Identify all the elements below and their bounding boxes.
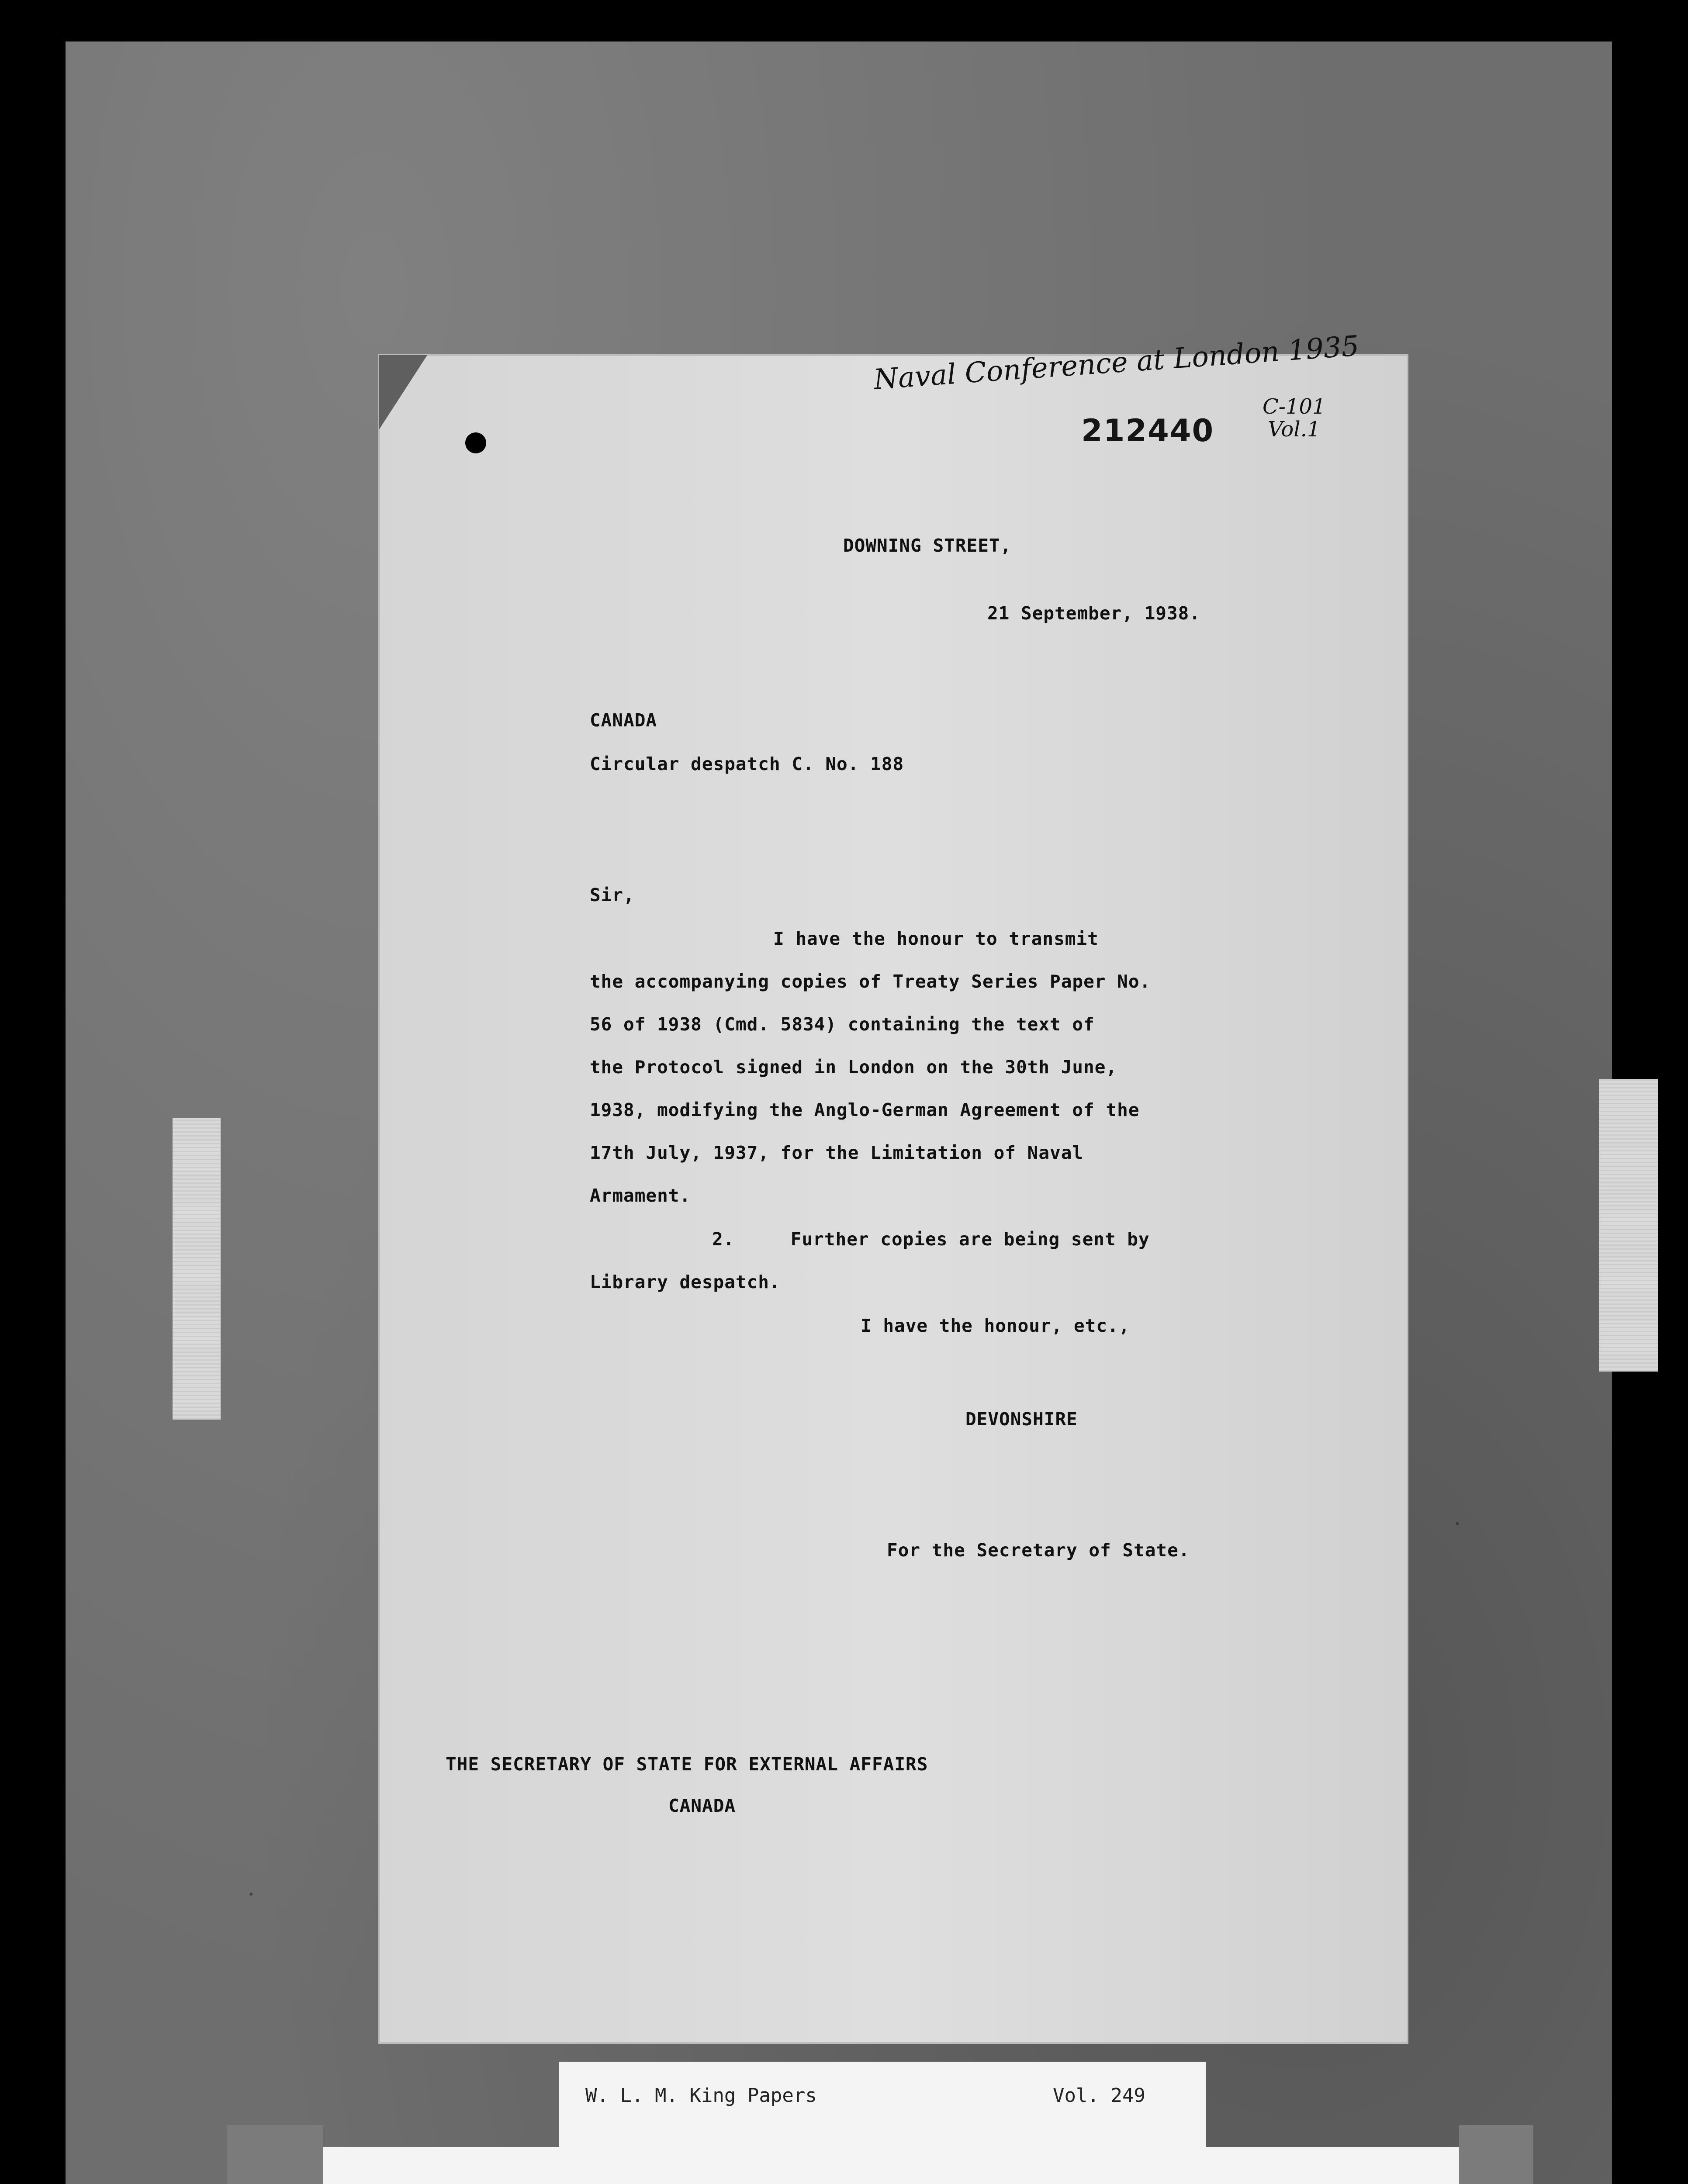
archive-reference-label xyxy=(559,2062,1206,2147)
signature: DEVONSHIRE xyxy=(965,1409,1078,1430)
stamp-number: 212440 xyxy=(1081,413,1214,449)
tape-strip-bottom-right xyxy=(1459,2125,1533,2184)
body-line: 1938, modifying the Anglo-German Agreement of the xyxy=(590,1099,1140,1120)
letter-address: DOWNING STREET, xyxy=(843,535,1012,556)
tape-strip-right xyxy=(1599,1079,1658,1372)
salutation: Sir, xyxy=(590,885,635,905)
body-line: 17th July, 1937, for the Limitation of Naval xyxy=(590,1142,1084,1163)
body-line: 56 of 1938 (Cmd. 5834) containing the text of xyxy=(590,1014,1095,1035)
addressee-line: THE SECRETARY OF STATE FOR EXTERNAL AFFAIRS xyxy=(446,1754,928,1775)
body-line: I have the honour to transmit xyxy=(773,928,1099,949)
archive-card xyxy=(323,2147,1459,2184)
volume-number: Vol. 249 xyxy=(1053,2084,1145,2107)
tape-strip-bottom-left xyxy=(227,2125,323,2184)
closing-line: I have the honour, etc., xyxy=(861,1315,1130,1336)
body-line: 2. Further copies are being sent by xyxy=(712,1229,1150,1250)
handwritten-note: Naval Conference at London 1935 xyxy=(872,330,1360,396)
recipient-country: CANADA xyxy=(590,710,657,731)
addressee-country: CANADA xyxy=(668,1795,736,1816)
tape-strip-left xyxy=(173,1118,221,1420)
body-line: the Protocol signed in London on the 30th June, xyxy=(590,1057,1117,1078)
letter-page xyxy=(380,330,1407,2042)
signature-title: For the Secretary of State. xyxy=(887,1540,1190,1561)
folded-corner xyxy=(379,355,427,429)
body-line: Library despatch. xyxy=(590,1272,781,1292)
punch-hole-icon xyxy=(465,432,486,453)
letter-date: 21 September, 1938. xyxy=(987,603,1200,624)
body-line: Armament. xyxy=(590,1185,691,1206)
collection-name: W. L. M. King Papers xyxy=(585,2084,817,2107)
body-line: the accompanying copies of Treaty Series Paper No. xyxy=(590,971,1151,992)
microfilm-frame xyxy=(66,41,1612,2184)
handwritten-file-number: C-101 Vol.1 xyxy=(1263,394,1326,442)
despatch-reference: Circular despatch C. No. 188 xyxy=(590,753,904,774)
